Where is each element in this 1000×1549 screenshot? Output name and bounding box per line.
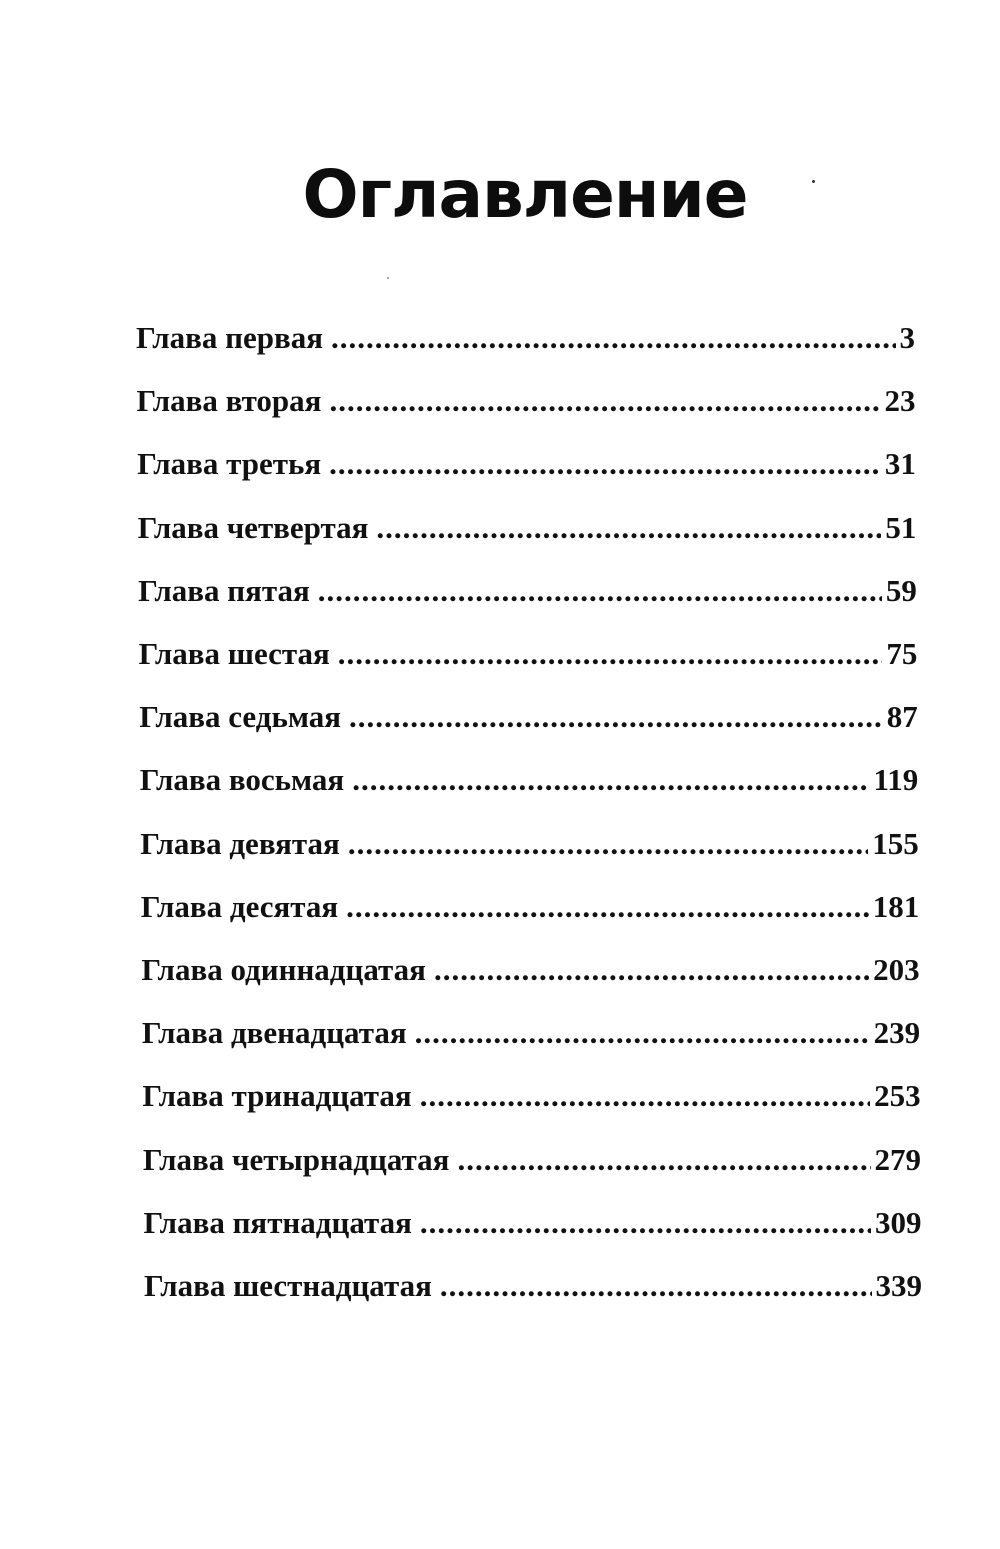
toc-entry-page: 75: [886, 636, 918, 671]
dot-leader: [440, 1258, 872, 1314]
toc-entry-label: Глава шестнадцатая: [144, 1268, 432, 1303]
dot-leader: [352, 752, 869, 808]
toc-entry-page: 51: [885, 509, 917, 545]
page-title: Оглавление: [302, 156, 748, 233]
toc-entry-page: 239: [873, 1015, 921, 1051]
toc-entry-label: Глава вторая: [136, 383, 322, 419]
dot-leader: [434, 942, 869, 998]
toc-entry-page: 155: [872, 825, 919, 861]
toc-entry-15: [143, 1195, 921, 1251]
dot-leader: [346, 879, 869, 935]
toc-entry-16: [144, 1258, 922, 1314]
toc-entry-page: 87: [886, 699, 918, 735]
toc-entry-label: Глава пятнадцатая: [143, 1204, 412, 1240]
toc-entry-label: Глава девятая: [140, 825, 340, 861]
dot-leader: [420, 1195, 871, 1251]
toc-entry-page: 339: [875, 1268, 922, 1303]
toc-entry-12: [142, 1005, 920, 1061]
toc-entry-page: 3: [899, 320, 915, 355]
toc-entry-1: [136, 310, 915, 366]
toc-entry-8: [140, 752, 919, 808]
toc-entry-page: 59: [885, 572, 917, 608]
dot-leader: [329, 436, 881, 492]
toc-entry-page: 23: [884, 383, 916, 419]
toc-entry-label: Глава четвертая: [137, 509, 369, 545]
toc-entry-label: Глава первая: [136, 320, 323, 355]
toc-entry-7: [139, 689, 918, 745]
toc-entry-10: [141, 879, 919, 935]
dot-leader: [376, 500, 881, 556]
toc-entry-page: 253: [874, 1078, 921, 1114]
dot-leader: [457, 1132, 870, 1188]
dot-leader: [415, 1005, 870, 1061]
toc-entry-label: Глава тринадцатая: [142, 1078, 412, 1114]
dot-leader: [349, 689, 883, 745]
toc-entry-page: 279: [874, 1141, 922, 1177]
toc-entry-label: Глава шестая: [138, 636, 330, 671]
toc-entry-5: [138, 563, 917, 619]
toc-entry-11: [141, 942, 919, 998]
toc-entry-label: Глава одиннадцатая: [141, 952, 426, 987]
toc-entry-label: Глава пятая: [138, 572, 310, 608]
toc-entry-page: 181: [872, 888, 920, 924]
toc-entry-page: 309: [875, 1204, 922, 1240]
toc-entry-label: Глава восьмая: [139, 762, 345, 798]
toc-entry-9: [140, 816, 918, 872]
toc-entry-label: Глава десятая: [140, 888, 339, 924]
dot-leader: [338, 626, 883, 682]
toc-entry-2: [137, 373, 916, 429]
toc-entry-page: 203: [873, 952, 920, 987]
dot-leader: [318, 563, 882, 619]
dot-leader: [329, 373, 880, 429]
toc-entry-6: [139, 626, 918, 682]
toc-entry-13: [142, 1068, 920, 1124]
toc-entry-label: Глава двенадцатая: [141, 1015, 407, 1051]
toc-entry-label: Глава четырнадцатая: [142, 1141, 450, 1177]
toc-entry-14: [143, 1132, 921, 1188]
dot-leader: [348, 816, 868, 872]
toc-entry-page: 31: [884, 446, 916, 482]
toc-entry-label: Глава седьмая: [139, 699, 342, 735]
print-speck: [812, 180, 815, 183]
toc-entry-3: [137, 436, 916, 492]
print-speck: [387, 277, 389, 279]
dot-leader: [420, 1068, 870, 1124]
toc-entry-page: 119: [873, 762, 919, 798]
toc-entry-4: [138, 500, 917, 556]
toc-entry-label: Глава третья: [137, 446, 322, 482]
dot-leader: [331, 310, 896, 366]
